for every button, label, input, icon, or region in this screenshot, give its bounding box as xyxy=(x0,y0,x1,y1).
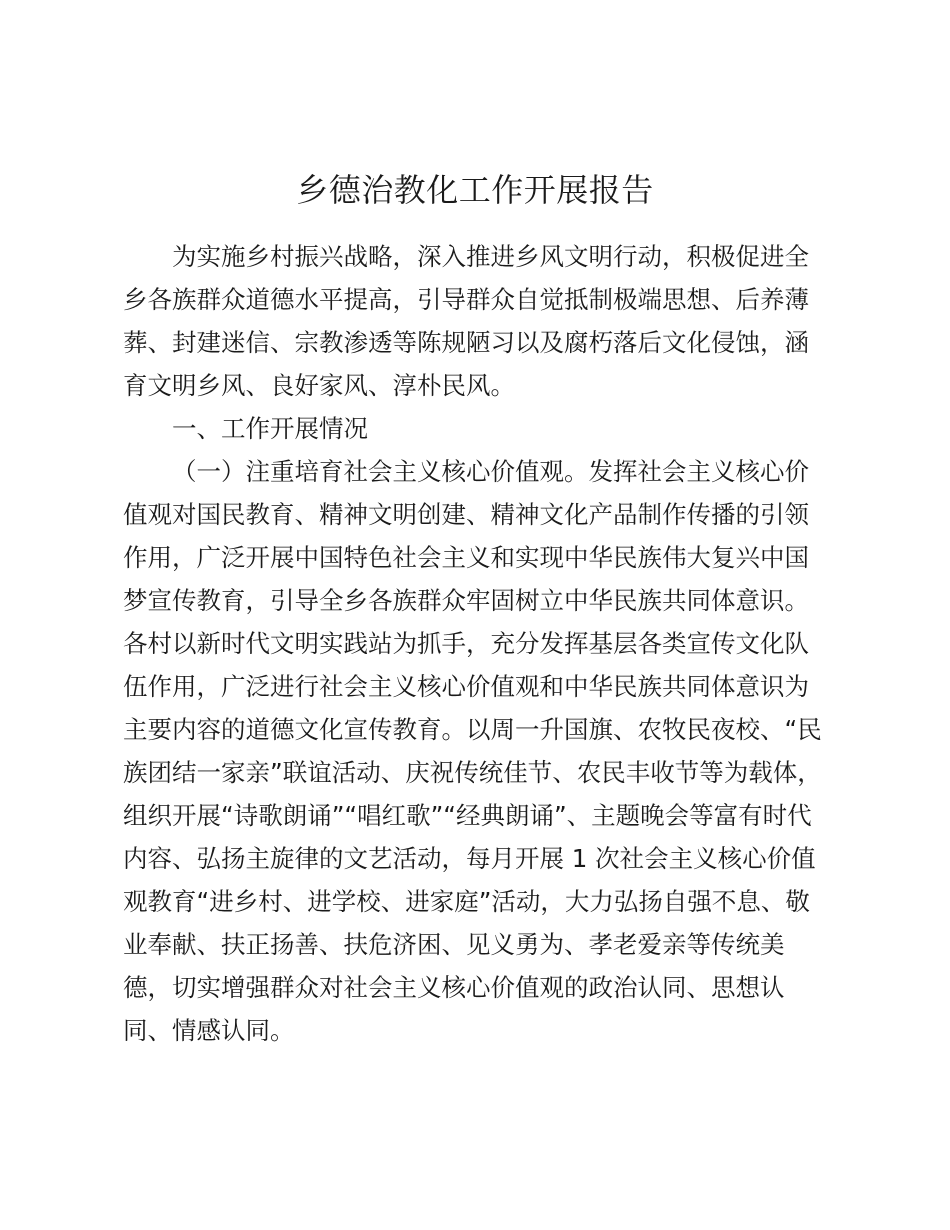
paragraph-line: 梦宣传教育，引导全乡各族群众牢固树立中华民族共同体意识。 xyxy=(123,586,809,615)
paragraph-line: 观教育“进乡村、进学校、进家庭”活动，大力弘扬自强不息、敬 xyxy=(123,887,810,916)
paragraph-line: 伍作用，广泛进行社会主义核心价值观和中华民族共同体意识为 xyxy=(123,672,809,701)
paragraph-line: 主要内容的道德文化宣传教育。以周一升国旗、农牧民夜校、“民 xyxy=(123,715,822,744)
paragraph-line: 值观对国民教育、精神文明创建、精神文化产品制作传播的引领 xyxy=(123,500,809,529)
paragraph-line: 育文明乡风、良好家风、淳朴民风。 xyxy=(123,371,515,400)
paragraph-line: 乡各族群众道德水平提高，引导群众自觉抵制极端思想、后养薄 xyxy=(123,285,809,314)
paragraph-line: 内容、弘扬主旋律的文艺活动，每月开展 1 次社会主义核心价值 xyxy=(123,844,816,873)
paragraph-line: 组织开展“诗歌朗诵”“唱红歌”“经典朗诵”、主题晚会等富有时代 xyxy=(123,801,812,830)
paragraph-line: （一）注重培育社会主义核心价值观。发挥社会主义核心价 xyxy=(172,457,809,486)
paragraph-line: 各村以新时代文明实践站为抓手，充分发挥基层各类宣传文化队 xyxy=(123,629,809,658)
paragraph-line: 德，切实增强群众对社会主义核心价值观的政治认同、思想认 xyxy=(123,973,785,1002)
paragraph-line: 葬、封建迷信、宗教渗透等陈规陋习以及腐朽落后文化侵蚀，涵 xyxy=(123,328,809,357)
paragraph-line: 同、情感认同。 xyxy=(123,1016,295,1045)
paragraph-line: 作用，广泛开展中国特色社会主义和实现中华民族伟大复兴中国 xyxy=(123,543,809,572)
paragraph-line: 为实施乡村振兴战略，深入推进乡风文明行动，积极促进全 xyxy=(172,242,809,271)
document-body xyxy=(123,235,835,1052)
paragraph-line: 业奉献、扶正扬善、扶危济困、见义勇为、孝老爱亲等传统美 xyxy=(123,930,785,959)
document-title: 乡德治教化工作开展报告 xyxy=(296,171,654,209)
paragraph-line: 族团结一家亲”联谊活动、庆祝传统佳节、农民丰收节等为载体， xyxy=(123,758,822,787)
section-heading: 一、工作开展情况 xyxy=(172,414,368,443)
